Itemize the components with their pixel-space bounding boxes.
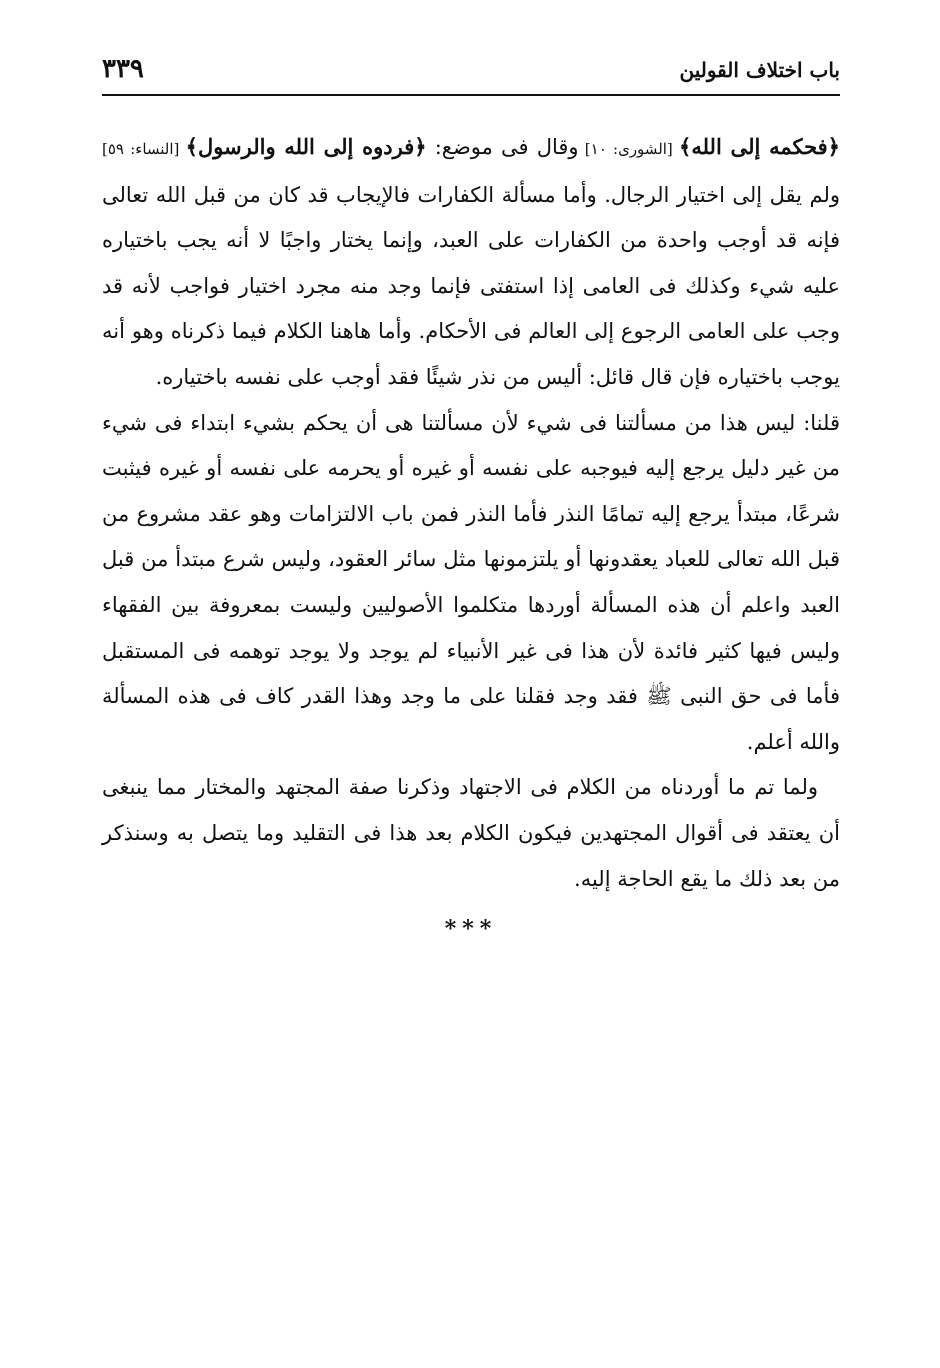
paragraph-text: ولما تم ما أوردناه من الكلام فى الاجتهاد وذكرنا صفة المجتهد والمختار مما ينبغى أن يعتقد فى أقوال المجتهدين فيكون الكلام بعد هذا فى التقليد وما يتصل به وسنذكر من بعد ذلك ما يقع الحاجة إليه. [102, 775, 840, 891]
quran-verse: ﴿فحكمه إلى الله﴾ [679, 134, 840, 159]
paragraph-text: ولم يقل إلى اختيار الرجال. وأما مسألة الكفارات فالإيجاب قد كان من قبل الله تعالى فإنه قد أوجب واحدة من الكفارات على العبد، وإنما يختار واجبًا لا أنه يجب باختياره عليه شيء وكذلك فى العامى إذا استفتى فإنما وجد منه مجرد اختيار فواجب لأنه قد وجب على العامى الرجوع إلى العالم فى الأحكام. وأما هاهنا الكلام فيما ذكرناه وهو أنه يوجب باختياره فإن قال قائل: أليس من نذر شيئًا فقد أوجب على نفسه باختياره. [102, 182, 840, 389]
paragraph-3 [102, 765, 840, 902]
paragraph-1 [102, 124, 840, 401]
page-number: ٣٣٩ [102, 54, 144, 84]
page-body [102, 124, 840, 902]
verse-citation: [النساء: ٥٩] [102, 140, 186, 158]
section-end-marker: *** [444, 916, 498, 943]
document-page [102, 52, 840, 942]
paragraph-text: وقال فى موضع: [426, 135, 579, 159]
verse-citation: [الشورى: ١٠] [578, 140, 680, 158]
paragraph-text: قلنا: ليس هذا من مسألتنا فى شيء لأن مسألتنا هى أن يحكم بشيء ابتداء فى شيء من غير دليل يرجع إليه فيوجبه على نفسه أو غيره أو يحرمه على نفسه أو غيره فيثبت شرعًا، مبتدأ يرجع إليه تمامًا النذر فأما النذر فمن باب الالتزامات وهو عقد مشروع من قبل الله تعالى للعباد يعقدونها أو يلتزمونها مثل سائر العقود، وليس شرع مبتدأ من قبل العبد واعلم أن هذه المسألة أوردها متكلموا الأصوليين وليست بمعروفة بين الفقهاء وليس فيها كثير فائدة لأن هذا فى غير الأنبياء لم يوجد ولا يوجد توهمه فى المستقبل فأما فى حق النبى ﷺ فقد وجد فقلنا على ما وجد وهذا القدر كاف فى هذه المسألة والله أعلم. [102, 410, 840, 754]
quran-verse: ﴿فردوه إلى الله والرسول﴾ [185, 134, 427, 159]
running-title: باب اختلاف القولين [679, 58, 840, 82]
paragraph-2 [102, 401, 840, 766]
page-header [102, 52, 840, 96]
